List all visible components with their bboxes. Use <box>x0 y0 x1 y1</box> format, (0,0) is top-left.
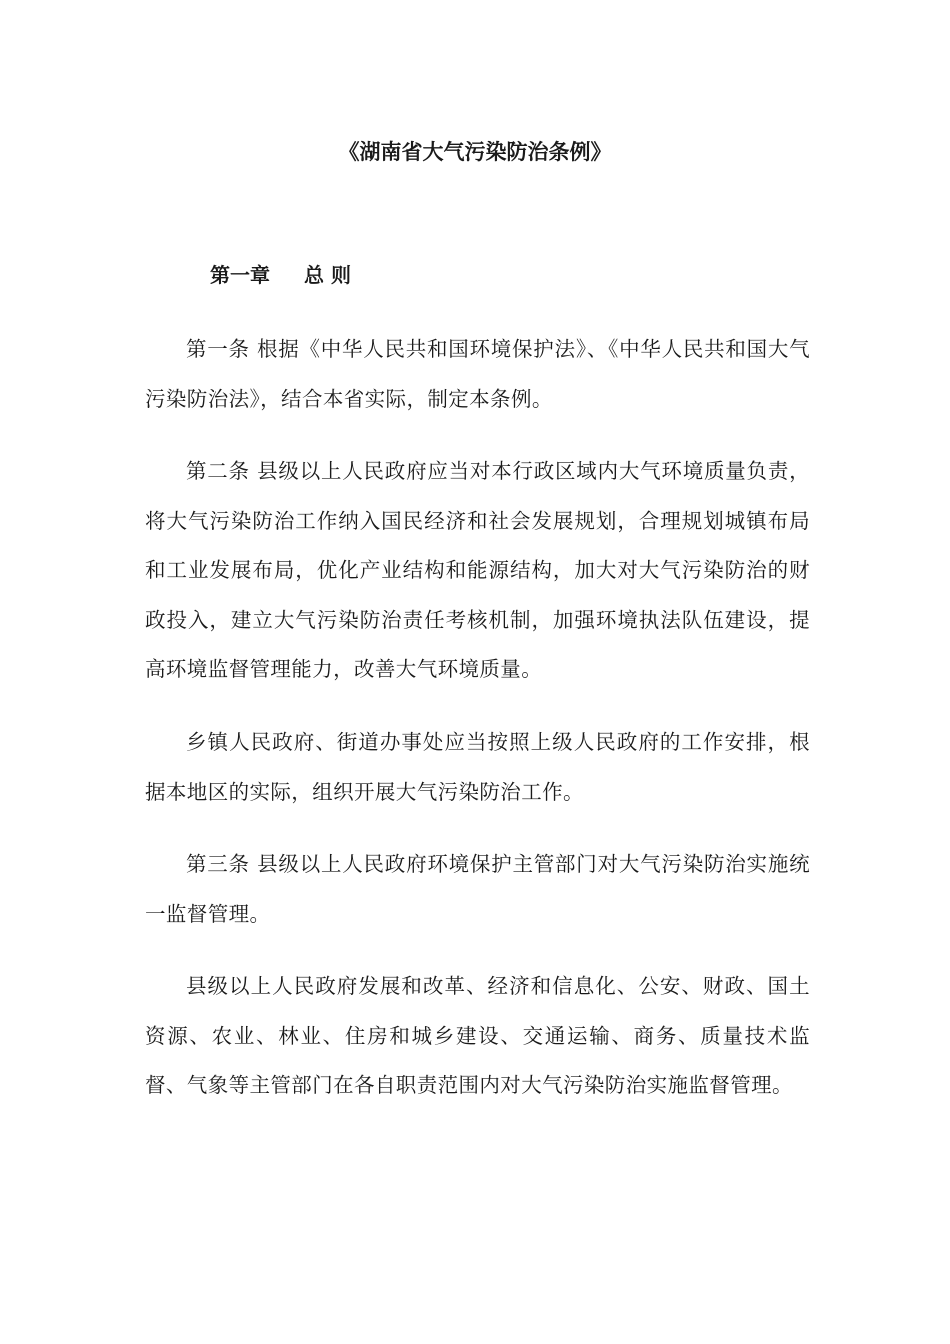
article-3-paragraph-2: 县级以上人民政府发展和改革、经济和信息化、公安、财政、国土资源、农业、林业、住房和城乡建设、交通运输、商务、质量技术监督、气象等主管部门在各自职责范围内对大气污染防治实施监督管理。 <box>145 974 810 1097</box>
chapter-heading <box>210 258 351 292</box>
article-2-paragraph: 第二条 县级以上人民政府应当对本行政区域内大气环境质量负责，将大气污染防治工作纳入国民经济和社会发展规划，合理规划城镇布局和工业发展布局，优化产业结构和能源结构，加大对大气污染防治的财政投入，建立大气污染防治责任考核机制，加强环境执法队伍建设，提高环境监督管理能力，改善大气环境质量。 <box>145 459 810 681</box>
article-2-paragraph-2: 乡镇人民政府、街道办事处应当按照上级人民政府的工作安排，根据本地区的实际，组织开展大气污染防治工作。 <box>145 730 810 804</box>
article-1-paragraph: 第一条 根据《中华人民共和国环境保护法》、《中华人民共和国大气污染防治法》，结合本省实际，制定本条例。 <box>145 337 810 411</box>
article-3-paragraph: 第三条 县级以上人民政府环境保护主管部门对大气污染防治实施统一监督管理。 <box>145 852 810 926</box>
chapter-number: 第一章 <box>210 263 270 287</box>
chapter-name: 总 则 <box>304 263 351 287</box>
document-title: 《湖南省大气污染防治条例》 <box>338 140 612 164</box>
